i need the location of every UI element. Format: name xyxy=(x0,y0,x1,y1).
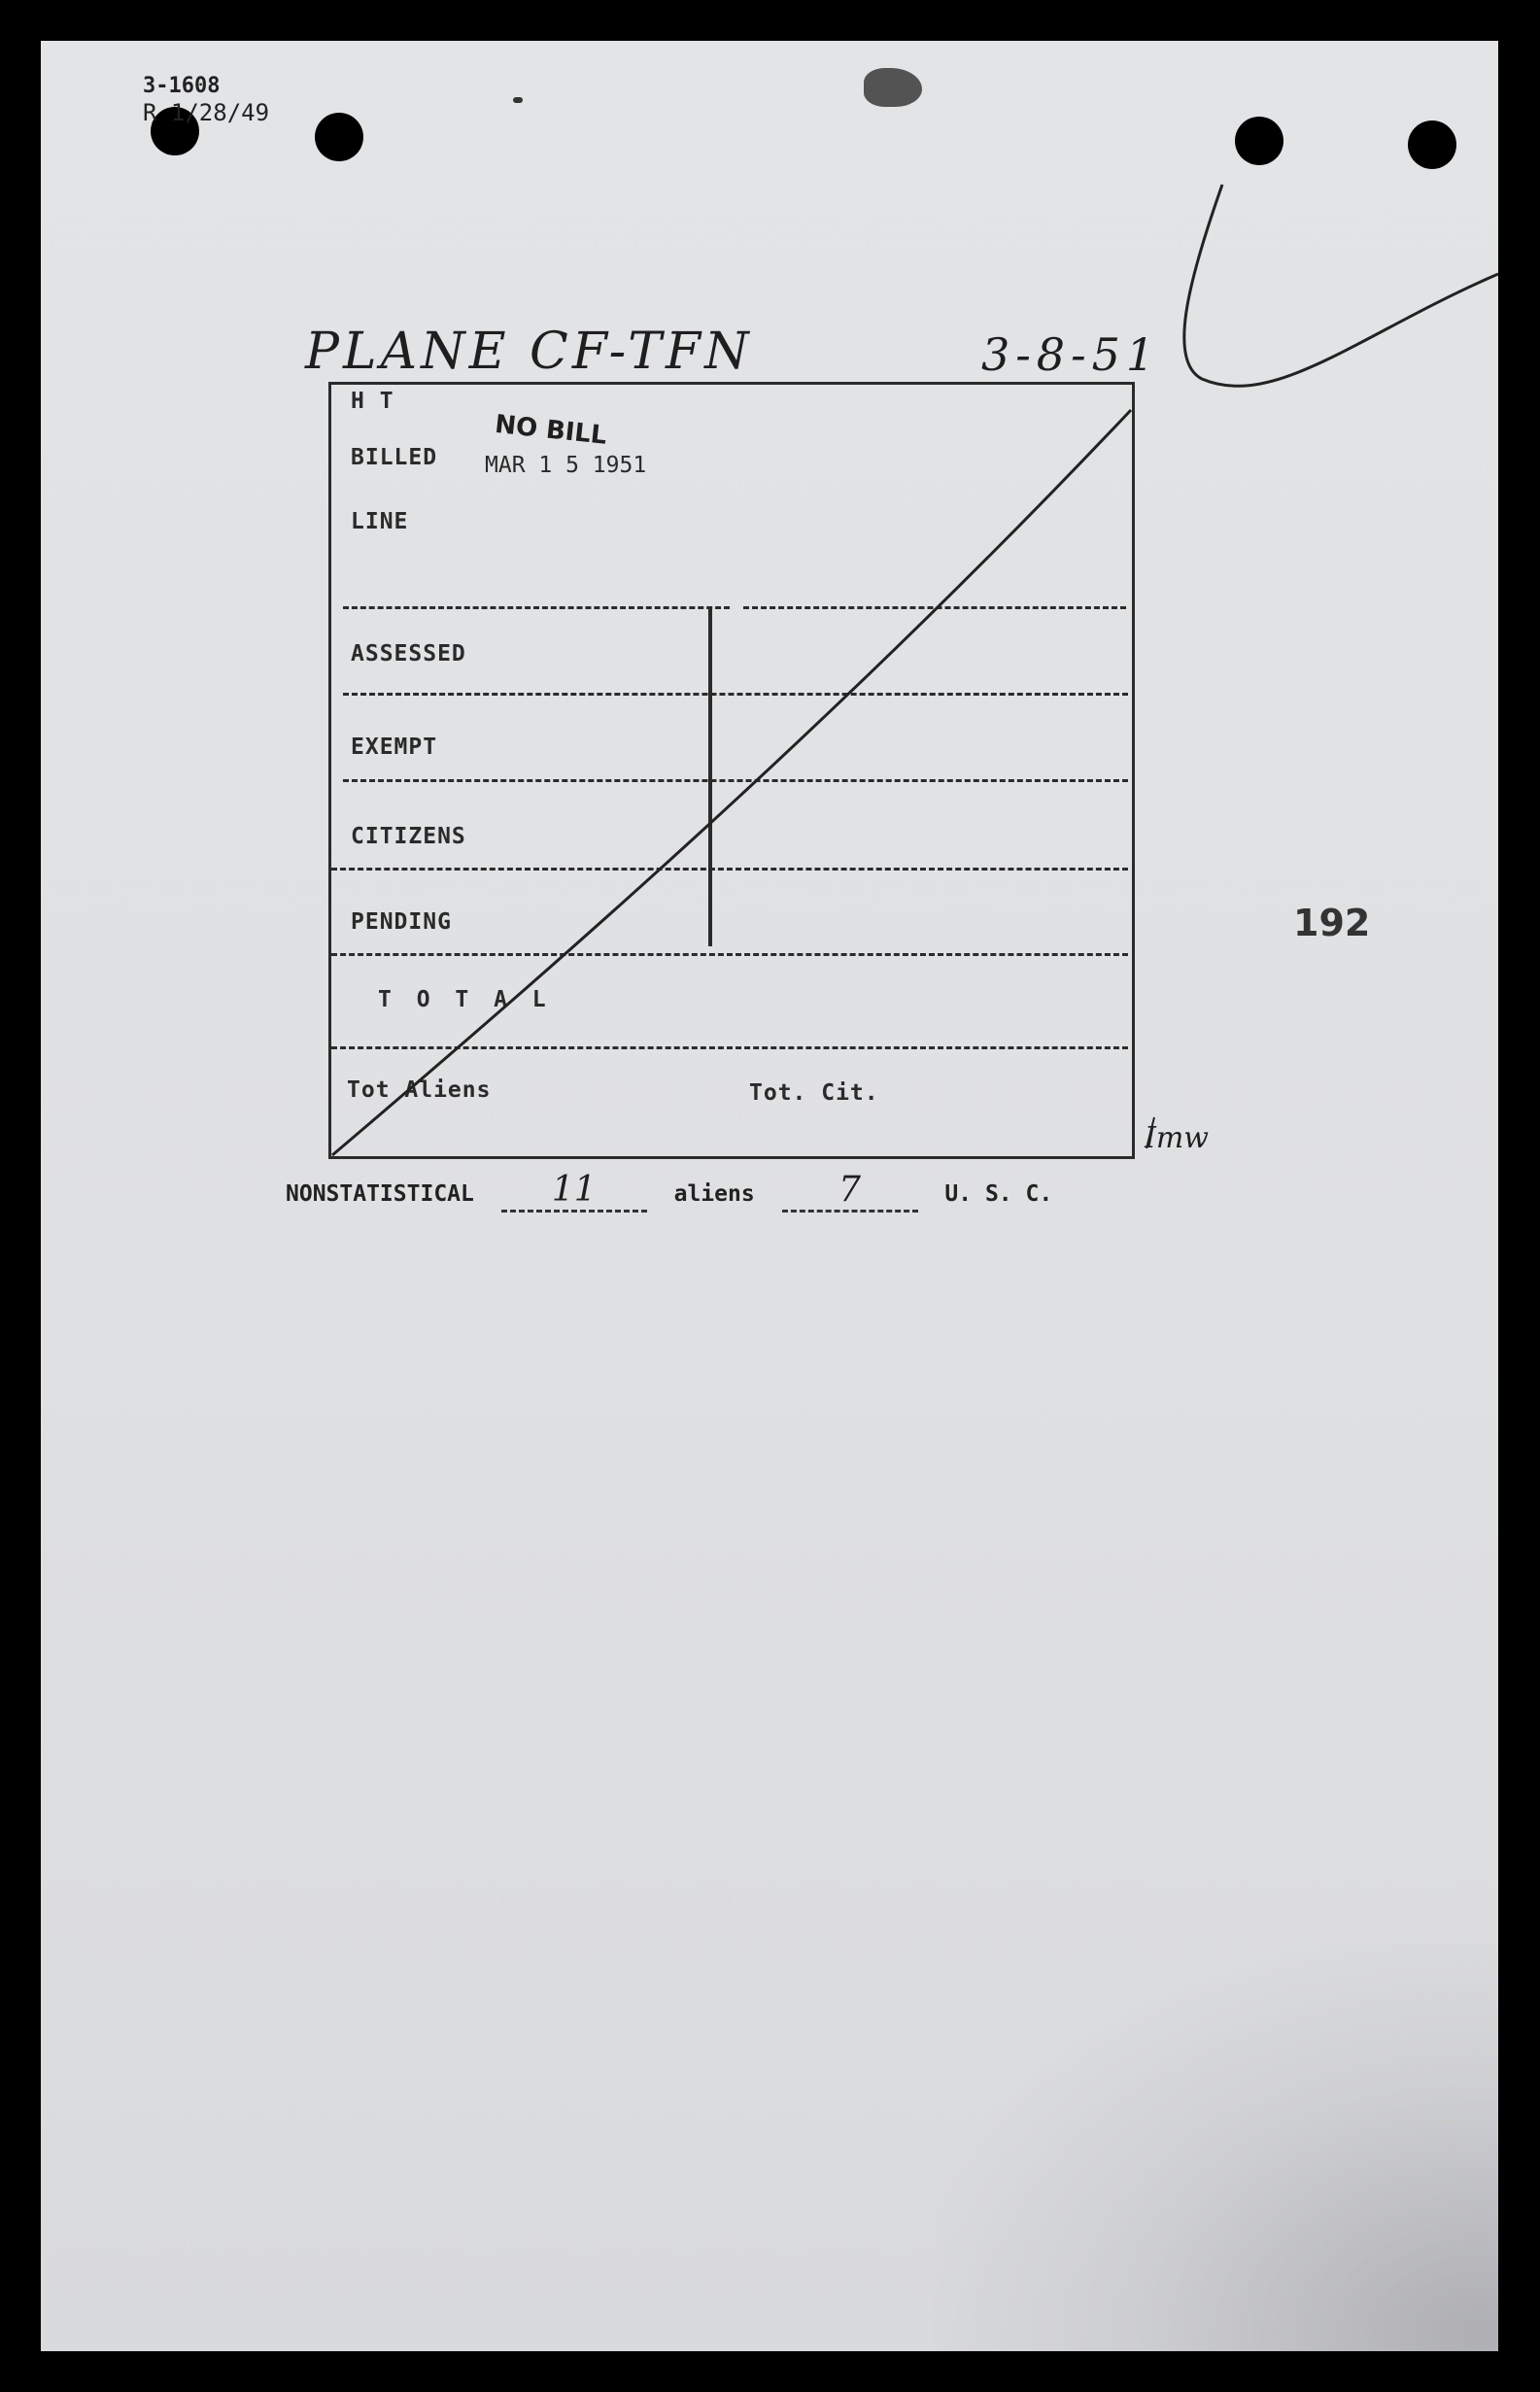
line-label: LINE xyxy=(351,509,409,534)
exempt-label: EXEMPT xyxy=(351,735,438,760)
initials-handwritten: Imw xyxy=(1145,1121,1209,1155)
form-number: 3-1608 xyxy=(143,74,221,98)
page-shadow xyxy=(935,1943,1498,2351)
form-revision: R 1/28/49 xyxy=(143,99,270,126)
document-page xyxy=(41,41,1498,2351)
stamp-line-1: NO BILL xyxy=(493,409,608,451)
nonstatistical-row xyxy=(286,1170,1052,1213)
ht-label: H T xyxy=(351,389,394,414)
nonstat-usc-value xyxy=(782,1170,918,1213)
usc-label: U. S. C. xyxy=(944,1181,1053,1207)
nonstatistical-label: NONSTATISTICAL xyxy=(286,1181,474,1207)
cancel-diagonal-line xyxy=(332,410,1131,1155)
tot-aliens-label: Tot Aliens xyxy=(347,1077,492,1103)
tot-cit-label: Tot. Cit. xyxy=(749,1080,879,1106)
aliens-label: aliens xyxy=(673,1181,755,1207)
nonstat-usc-number: 7 xyxy=(838,1170,861,1210)
date-handwritten: 3-8-51 xyxy=(981,328,1161,381)
billed-label: BILLED xyxy=(351,445,438,470)
assessed-label: ASSESSED xyxy=(351,641,466,666)
nonstat-aliens-value xyxy=(501,1170,647,1213)
check-mark-stroke xyxy=(1184,185,1498,386)
total-label: T O T A L xyxy=(378,987,552,1012)
stamp-line-2: MAR 1 5 1951 xyxy=(485,453,647,478)
initials-tick xyxy=(1146,1117,1154,1148)
vessel-handwritten: PLANE CF-TFN xyxy=(305,323,753,381)
handwritten-strokes xyxy=(41,41,1498,1304)
page-number: 192 xyxy=(1293,902,1371,944)
pending-label: PENDING xyxy=(351,909,452,935)
citizens-label: CITIZENS xyxy=(351,824,466,849)
nonstat-aliens-number: 11 xyxy=(551,1170,597,1210)
